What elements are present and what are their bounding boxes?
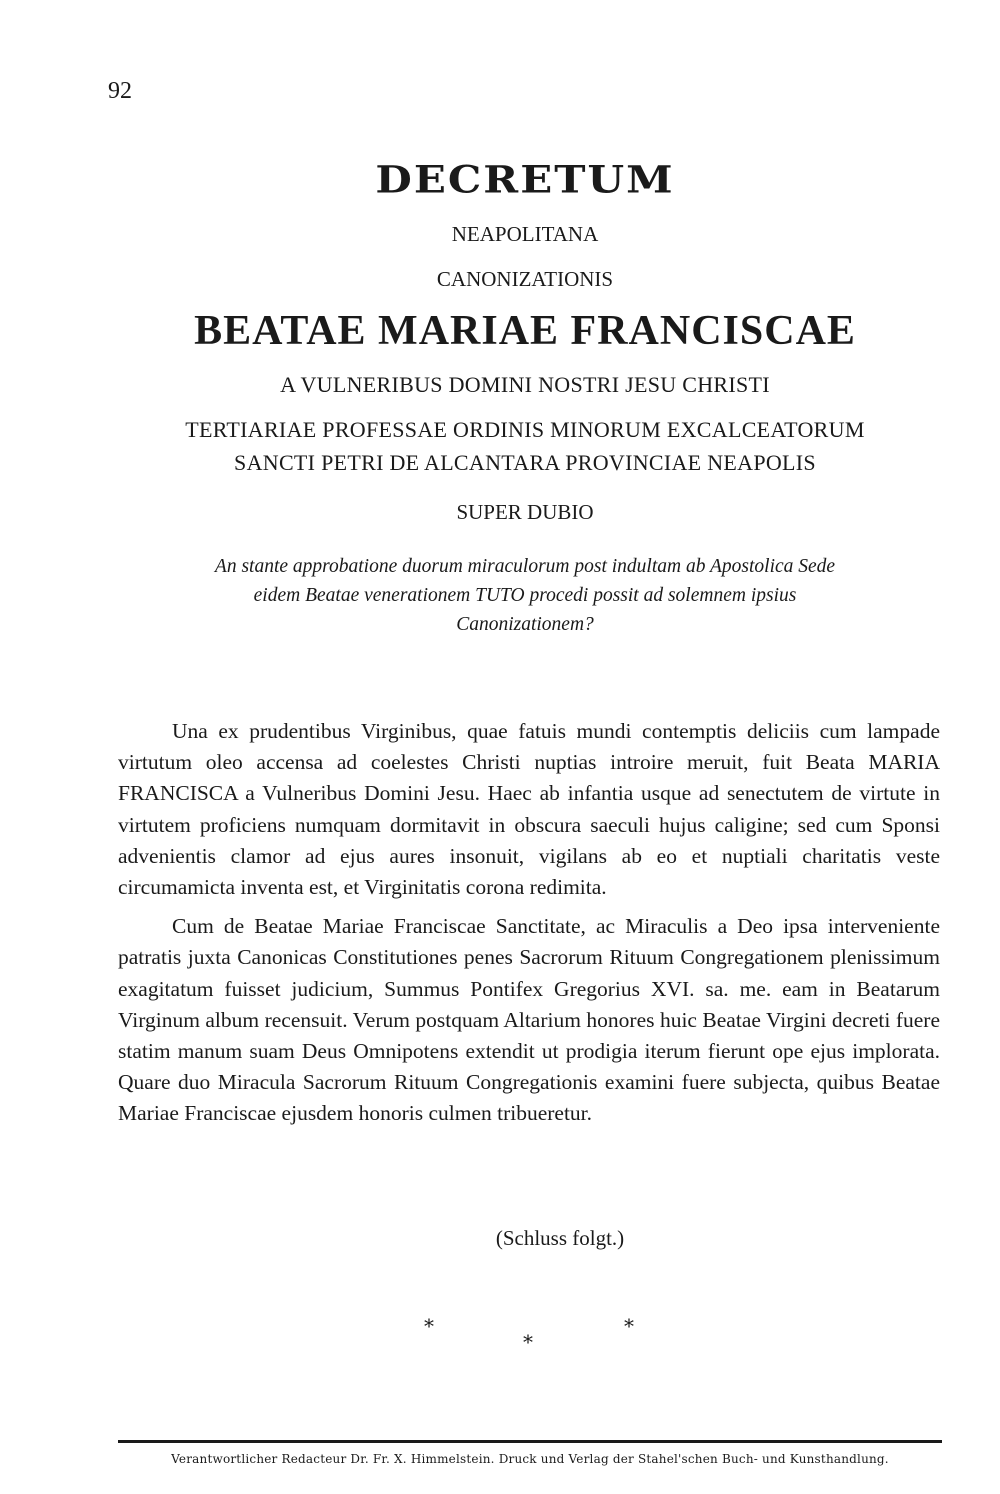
page-number: 92	[108, 78, 132, 104]
super-dubio: SUPER DUBIO	[456, 500, 594, 524]
question-line-1: An stante approbatione duorum miraculorum post indultam ab Apostolica Sede	[214, 556, 836, 577]
publisher-footer: Verantwortlicher Redacteur Dr. Fr. X. Himmelstein. Druck und Verlag der Stahel'schen Buch- und Kunsthandlung.	[171, 1452, 889, 1466]
heading-line-3: SANCTI PETRI DE ALCANTARA PROVINCIAE NEAPOLIS	[234, 450, 816, 475]
asterism-star-left: *	[424, 1314, 434, 1338]
footer-rule	[118, 1440, 942, 1443]
heading-beatae: BEATAE MARIAE FRANCISCAE	[194, 308, 856, 354]
paragraph-1: Una ex prudentibus Virginibus, quae fatuis mundi contemptis deliciis cum lampade virtutum oleo accensa ad coelestes Christi nuptias introire meruit, fuit Beata MARIA FRANCISCA a Vulneribus Domini Jesu. Haec ab infantia usque ad senectutem de virtute in virtutem proficiens numquam dormitavit in obscura saeculi hujus caligine; sed cum Sponsi advenientis clamor ad ejus aures insonuit, vigilans ab eo et nuptiali charitatis veste circumamicta inventa est, et Virginitatis corona redimita.	[118, 719, 940, 900]
subtitle-neapolitana: NEAPOLITANA	[451, 222, 599, 246]
paragraph-2: Cum de Beatae Mariae Franciscae Sanctitate, ac Miraculis a Deo ipsa interveniente patratis juxta Canonicas Constitutiones penes Sacrorum Rituum Congregationem plenissimum exagitatum fuisset judicium, Summus Pontifex Gregorius XVI. sa. me. eam in Beatarum Virginum album recensuit. Verum postquam Altarium honores huic Beatae Virgini decreti fuere statim manum suam Deus Omnipotens extendit ut prodigia iterum fierunt ope ejus implorata. Quare duo Miracula Sacrorum Rituum Congregationis examini fuere subjecta, quibus Beatae Mariae Franciscae ejusdem honoris culmen tribueretur.	[118, 914, 940, 1126]
dubium-question	[110, 552, 940, 639]
heading-line-1: A VULNERIBUS DOMINI NOSTRI JESU CHRISTI	[280, 372, 770, 397]
asterism-star-right: *	[624, 1314, 634, 1338]
heading-line-2: TERTIARIAE PROFESSAE ORDINIS MINORUM EXCALCEATORUM	[185, 417, 865, 442]
question-line-3: Canonizationem?	[456, 614, 594, 635]
body-text	[118, 716, 940, 1138]
continuation-note: (Schluss folgt.)	[495, 1226, 625, 1250]
asterism-star-bottom: *	[523, 1330, 533, 1354]
decree-title: DECRETUM	[375, 157, 675, 202]
subtitle-canonizationis: CANONIZATIONIS	[436, 267, 614, 291]
question-line-2: eidem Beatae venerationem TUTO procedi possit ad solemnem ipsius	[253, 585, 797, 606]
